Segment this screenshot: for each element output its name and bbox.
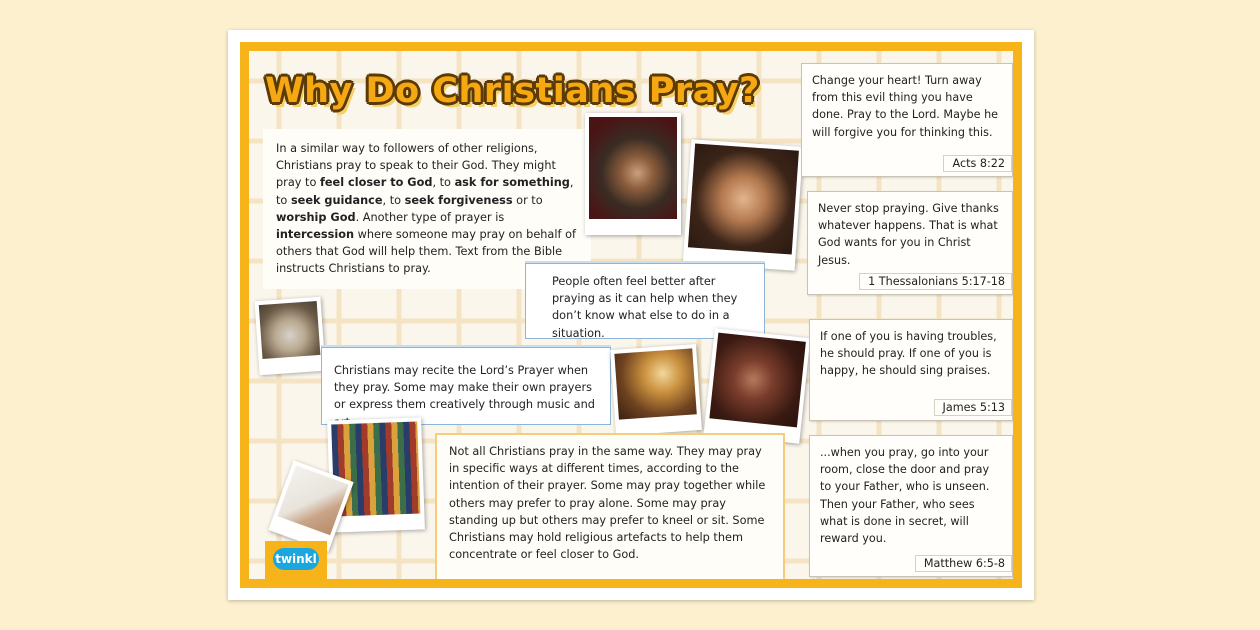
quote-card-james — [809, 319, 1013, 421]
intro-keyword: seek guidance — [290, 193, 383, 207]
lords-prayer-text: Christians may recite the Lord’s Prayer when they pray. Some may make their own prayers or express them creatively through music and — [334, 364, 595, 412]
quote-reference: Acts 8:22 — [943, 155, 1012, 172]
intro-text-part: , to — [276, 176, 574, 207]
intro-text-part: , to — [432, 176, 455, 190]
quote-text: Never stop praying. Give thanks whatever happens. That is what God wants for you in Christ Jesus. — [818, 202, 999, 267]
quote-card-acts — [801, 63, 1013, 177]
rosary-image — [688, 144, 799, 255]
church-service-image — [614, 348, 696, 419]
quote-card-matthew — [809, 435, 1013, 577]
not-all-text: Not all Christians pray in the same way. They may pray in specific ways at different times, according to the intention of their prayer. Some may pray together while others may prefer to pray alone. Some may pray standing up but others may prefer to kneel or sit. Some Christians may hold religious artefacts to help them concentrate or feel closer to God. — [449, 445, 766, 562]
intro-keyword: seek forgiveness — [404, 193, 513, 207]
quote-text: ...when you pray, go into your room, close the door and pray to your Father, who is unseen. Then your Father, who sees what is done in secret, will reward you. — [820, 446, 990, 546]
photo-church-service — [610, 344, 702, 436]
photo-prayer-group — [254, 297, 325, 375]
intro-text-part: , to — [382, 193, 405, 207]
intro-text-part: or to — [512, 193, 543, 207]
photo-woman-praying — [704, 328, 811, 443]
quote-reference: Matthew 6:5-8 — [915, 555, 1012, 572]
twinkl-logo-text: twinkl — [273, 548, 319, 570]
intro-keyword: worship God — [276, 210, 356, 224]
praying-hands-image — [589, 117, 677, 219]
photo-rosary — [683, 139, 803, 271]
woman-praying-image — [709, 333, 806, 428]
page-title: Why Do Christians Pray? — [265, 71, 760, 111]
quote-reference: James 5:13 — [934, 399, 1012, 416]
intro-text-part: In a similar way to followers of other religions, Christians pray to speak to their God. They might pray to — [276, 142, 556, 190]
intro-text — [263, 129, 591, 278]
feel-better-panel — [525, 263, 765, 339]
feel-better-text: People often feel better after praying as it can help when they don’t know what else to do in a situation. — [552, 275, 738, 340]
intro-text-part: . Another type of prayer is — [355, 210, 505, 224]
intro-keyword: intercession — [276, 228, 355, 242]
quote-card-thessalonians — [807, 191, 1013, 295]
quote-reference: 1 Thessalonians 5:17-18 — [859, 273, 1012, 290]
poster-sheet — [228, 30, 1034, 600]
writing-prayer-image — [278, 465, 349, 535]
photo-praying-hands — [585, 113, 681, 235]
photo-stained-glass — [327, 417, 425, 532]
prayer-group-image — [259, 301, 321, 359]
quote-text: If one of you is having troubles, he should pray. If one of you is happy, he should sing praises. — [820, 330, 997, 378]
intro-keyword: ask for something — [454, 176, 570, 190]
quote-text: Change your heart! Turn away from this evil thing you have done. Pray to the Lord. Maybe he will forgive you for thinking this. — [812, 74, 999, 139]
intro-text-part: where someone may pray on behalf of others that God will help them. Text from the Bible instructs Christians to pray. — [276, 228, 576, 276]
poster-frame — [240, 42, 1022, 588]
intro-keyword: feel closer to God — [319, 176, 433, 190]
not-all-panel — [435, 433, 785, 583]
twinkl-logo — [265, 541, 327, 579]
lords-prayer-panel — [321, 347, 611, 425]
